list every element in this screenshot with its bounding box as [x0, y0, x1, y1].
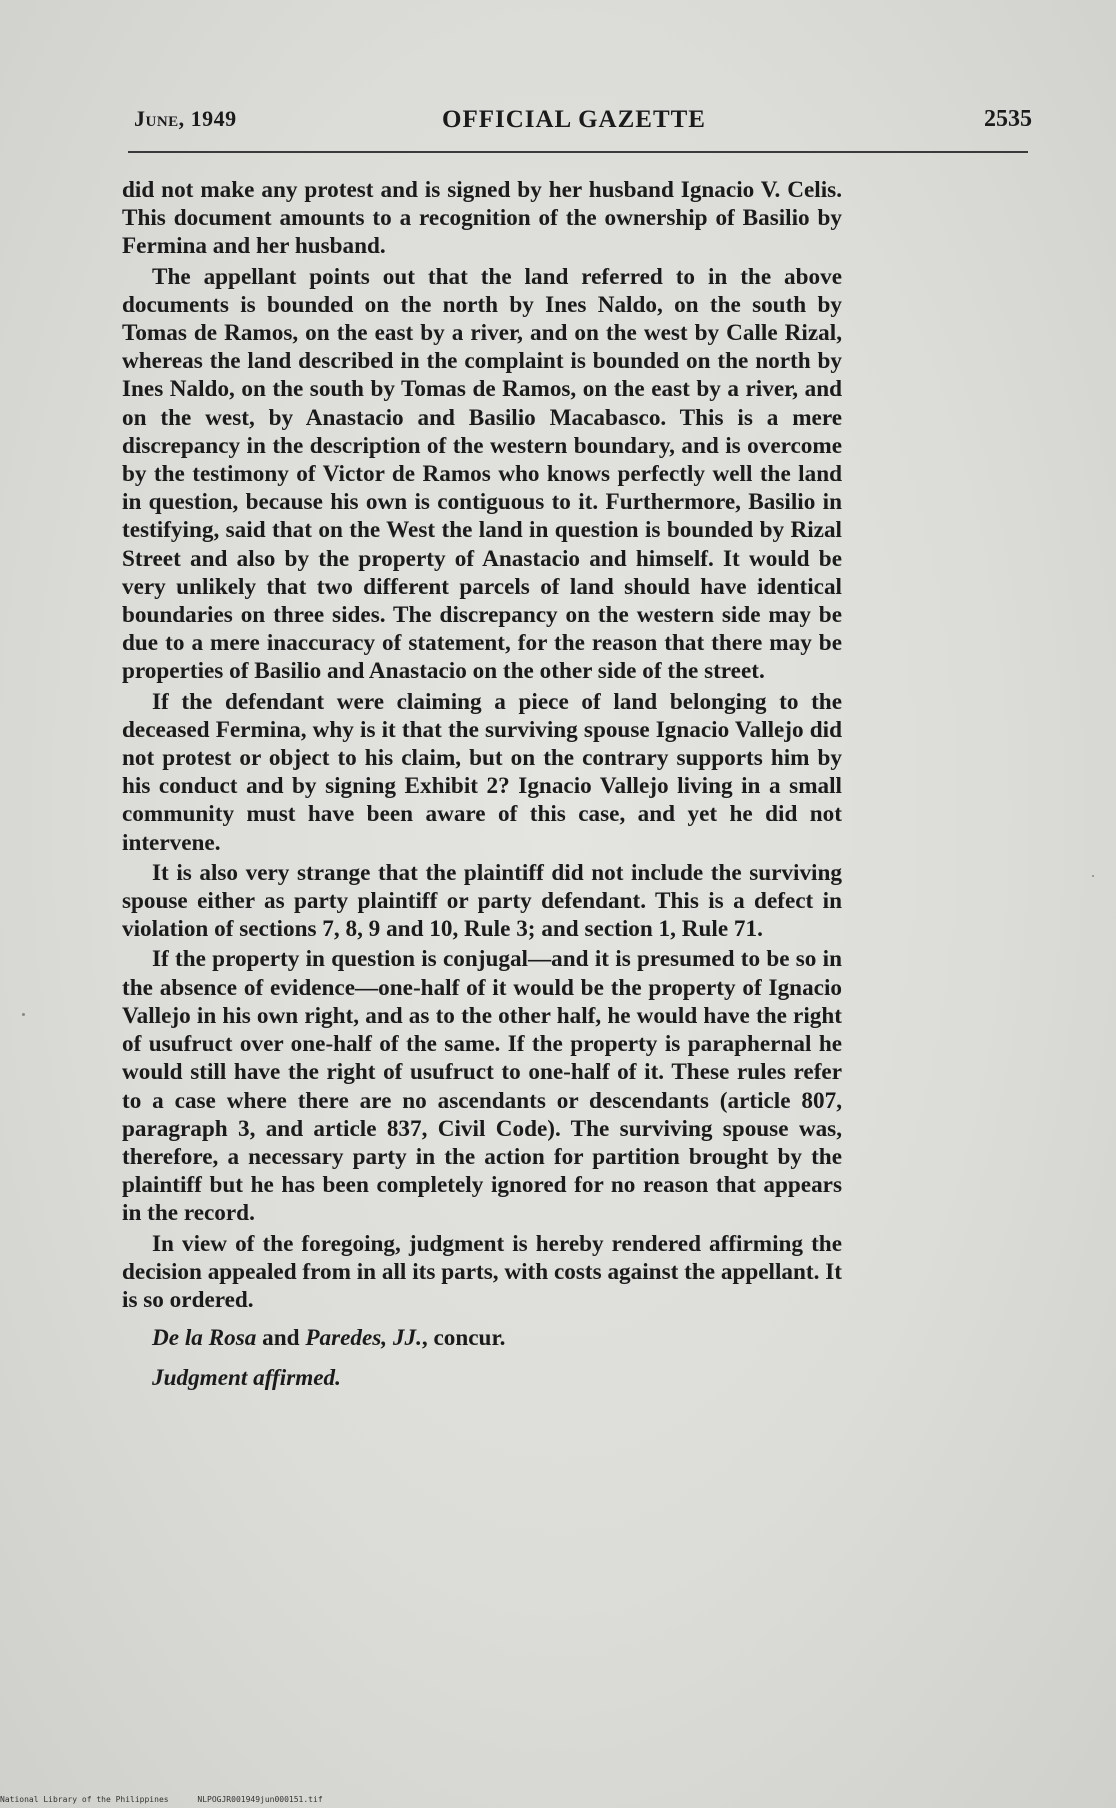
- paragraph-parties: It is also very strange that the plaintiff did not include the surviving spouse either as party plaintiff or party defendant. This is a defect in violation of sections 7, 8, 9 and 10, Rule 3; and section 1, Rule 71.: [122, 859, 842, 943]
- decision-text: [122, 176, 842, 1395]
- disposition-line: [122, 1364, 842, 1392]
- scan-filename: NLPOGJR001949jun000151.tif: [197, 1795, 323, 1804]
- scan-speck: [22, 1013, 25, 1016]
- concur-suffix: , concur.: [421, 1325, 506, 1352]
- library-credit: National Library of the Philippines: [0, 1795, 169, 1804]
- conjunction: and: [262, 1325, 300, 1352]
- paragraph-conjugal-property: If the property in question is conjugal—and it is presumed to be so in the absence of evidence—one-half of it would be the property of Ignacio Vallejo in his own right, and as to the other half, he would have the right of usufruct over one-half of the same. If the property is paraphernal he would still have the right of usufruct to one-half of it. These rules refer to a case where there are no ascendants or descendants (article 807, paragraph 3, and article 837, Civil Code). The surviving spouse was, therefore, a necessary party in the action for partition brought by the plaintiff but he has been completely ignored for no reason that appears in the record.: [122, 946, 842, 1227]
- paragraph-continued: did not make any protest and is signed by her husband Ignacio V. Celis. This document amounts to a recognition of the ownership of Basilio by Fermina and her husband.: [122, 177, 842, 260]
- paragraph-boundaries: The appellant points out that the land referred to in the above documents is bounded on the north by Ines Naldo, on the south by Tomas de Ramos, on the east by a river, and on the west by Calle Rizal, whereas the land described in the complaint is bounded on the north by Ines Naldo, on the south by Tomas de Ramos, on the east by a river, and on the west, by Anastacio and Basilio Macabasco. This is a mere discrepancy in the description of the western boundary, and is overcome by the testimony of Victor de Ramos who knows perfectly well the land in question, because his own is contiguous to it. Furthermore, Basilio in testifying, said that on the West the land in question is bounded by Rizal Street and also by the property of Anastacio and himself. It would be very unlikely that two different parcels of land should have identical boundaries on three sides. The discrepancy on the western side may be due to a mere inaccuracy of statement, for the reason that there may be properties of Basilio and Anastacio on the other side of the street.: [122, 263, 842, 685]
- concurrence-line: [122, 1324, 842, 1352]
- publication-title: OFFICIAL GAZETTE: [442, 106, 706, 133]
- disposition-text: Judgment affirmed.: [152, 1365, 341, 1392]
- paragraph-defendant-claim: If the defendant were claiming a piece of land belonging to the deceased Fermina, why is it that the surviving spouse Ignacio Vallejo did not protest or object to his claim, but on the contrary supports him by his conduct and by signing Exhibit 2? Ignacio Vallejo living in a small community must have been aware of this case, and yet he did not intervene.: [122, 688, 842, 856]
- scan-speck: [1092, 875, 1094, 877]
- paragraph-judgment: In view of the foregoing, judgment is hereby rendered affirming the decision appealed from in all its parts, with costs against the appellant. It is so ordered.: [122, 1230, 842, 1313]
- justice-name: De la Rosa: [152, 1325, 257, 1352]
- issue-date: June, 1949: [134, 106, 237, 131]
- justice-name: Paredes, JJ.: [305, 1325, 422, 1352]
- header-rule: [128, 151, 1028, 153]
- scan-footer: [0, 1795, 323, 1804]
- page-number: 2535: [984, 106, 1032, 132]
- running-header: [132, 104, 1032, 144]
